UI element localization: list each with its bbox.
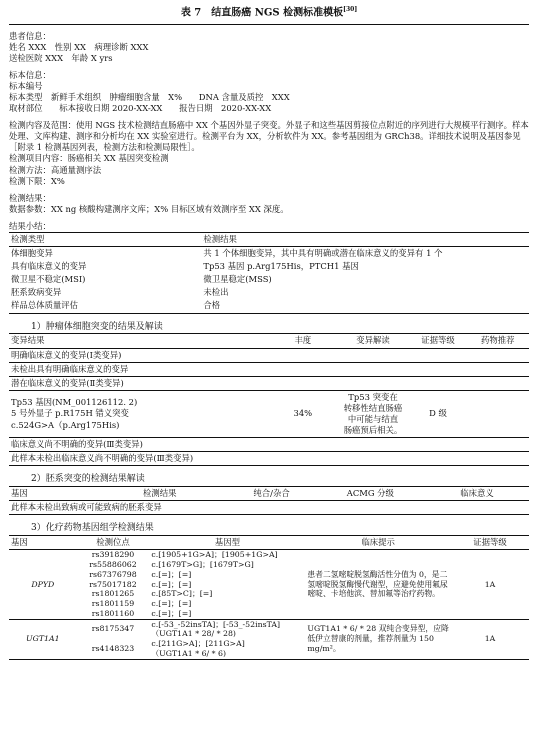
tumor-variant-detail	[9, 390, 269, 437]
genotype-cell: c.[1905+1G>A]；[1905+1G>A]	[151, 550, 278, 560]
tumor-header-drug: 药物推荐	[467, 334, 529, 348]
interpretation-line: 转移性结直肠癌	[343, 402, 403, 413]
specimen-info	[9, 70, 529, 114]
gene-ugt1a1: UGT1A1	[9, 619, 77, 659]
summary-cell: 样品总体质量评估	[9, 299, 201, 313]
table-row	[9, 438, 529, 452]
table-row	[9, 550, 529, 560]
pharmaco-header-site: 检测位点	[77, 536, 150, 550]
patient-heading: 患者信息：	[9, 30, 51, 41]
top-rule	[9, 24, 529, 25]
summary-cell: 具有临床意义的变异	[11, 261, 87, 272]
tumor-evidence: D 级	[409, 390, 466, 437]
site-cell: rs1801160	[77, 609, 150, 619]
interpretation-line: 中可能与结直	[347, 414, 399, 425]
pharmaco-header-genotype: 基因型	[149, 536, 305, 550]
table-row	[9, 501, 529, 515]
pharmaco-header-gene: 基因	[9, 536, 77, 550]
summary-cell: 胚系致病变异	[11, 287, 62, 298]
germline-header-gene: 基因	[9, 487, 92, 501]
genotype-line: c.[-53_-52insTA]；[-53_-52insTA]	[151, 619, 281, 629]
genotype-cell: c.[1679T>G]；[1679T>G]	[151, 560, 254, 570]
site-cell: rs55886062	[89, 560, 137, 570]
tumor-class-3-none: 此样本未检出临床意义尚不明确的变异(Ⅲ类变异)	[9, 452, 529, 466]
genotype-cell	[149, 619, 305, 639]
germline-header-acmg: ACMG 分级	[316, 487, 425, 501]
specimen-heading: 标本信息：	[9, 69, 51, 80]
pharmaco-section-title: 3）化疗药物基因组学检测结果	[31, 523, 154, 534]
summary-header-result: 检测结果	[201, 233, 529, 247]
variant-line: 5 号外显子 p.R175H 错义突变	[11, 408, 129, 419]
summary-cell: 体细胞变异	[11, 248, 53, 259]
table-row	[9, 376, 529, 390]
summary-header-type: 检测类型	[9, 233, 201, 247]
tumor-drug	[467, 390, 529, 437]
pharmaco-header-evidence: 证据等级	[451, 536, 529, 550]
site-cell: rs67376798	[89, 569, 137, 579]
dpyd-clinical: 患者二氢嘧啶脱氢酶活性分值为 0，是二氢嘧啶脱氢酶慢代谢型，应避免使用氟尿嘧啶、卡培他滨、替加氟等治疗药物。	[305, 550, 451, 619]
tumor-header-evidence: 证据等级	[409, 334, 466, 348]
table-row	[9, 452, 529, 466]
site-cell: rs1801265	[91, 589, 135, 599]
summary-cell: 微卫星不稳定(MSI)	[11, 274, 86, 285]
germline-header-zygosity: 纯合/杂合	[227, 487, 315, 501]
scope-item: 检测项目内容：肠癌相关 XX 基因突变检测	[9, 153, 169, 164]
tumor-interpretation	[337, 390, 410, 437]
results-heading: 检测结果：	[9, 192, 51, 203]
table-row	[9, 390, 529, 437]
ugt-evidence: 1A	[451, 619, 529, 659]
table-row	[9, 348, 529, 362]
summary-table	[9, 232, 529, 314]
genotype-cell	[149, 639, 305, 659]
variant-line: c.524G>A（p.Arg175His)	[11, 419, 120, 430]
genotype-cell: c.[=]；[=]	[151, 569, 192, 579]
site-cell: rs4148323	[77, 639, 150, 659]
table-row	[9, 619, 529, 639]
patient-line-1: 姓名 XXX 性别 XX 病理诊断 XXX	[9, 41, 149, 52]
table-row	[9, 247, 529, 261]
germline-header-clinical: 临床意义	[425, 487, 529, 501]
gene-dpyd: DPYD	[9, 550, 77, 619]
specimen-type: 标本类型 新鲜手术组织 肿瘤细胞含量 X% DNA 含量及质控 XXX	[9, 91, 290, 102]
genotype-cell: c.[85T>C]；[=]	[151, 589, 213, 599]
results-data: 数据参数：XX ng 核酸构建测序文库；X% 目标区域有效测序至 XX 深度。	[9, 203, 289, 214]
tumor-section-title: 1）肿瘤体细胞突变的结果及解读	[31, 321, 163, 332]
site-cell: rs8175347	[91, 624, 135, 634]
title-text: 表 7 结直肠癌 NGS 检测标准模板	[180, 7, 344, 19]
dpyd-evidence: 1A	[451, 550, 529, 619]
test-results	[9, 193, 529, 215]
germline-section-title: 2）胚系突变的检测结果解读	[31, 474, 145, 485]
pharmaco-table	[9, 535, 529, 659]
tumor-header-variant: 变异结果	[9, 334, 269, 348]
summary-heading: 结果小结：	[9, 220, 51, 231]
variant-line: Tp53 基因(NM_001126112. 2)	[11, 397, 138, 408]
tumor-variant-table	[9, 333, 529, 466]
specimen-dates: 取材部位 标本接收日期 2020-XX-XX 报告日期 2020-XX-XX	[9, 103, 272, 114]
genotype-line: （UGT1A1 * 6/ * 6)	[151, 648, 227, 658]
summary-cell: 微卫星稳定(MSS)	[203, 274, 272, 285]
tumor-header-interpretation: 变异解读	[337, 334, 410, 348]
scope-text: 检测内容及范围：使用 NGS 技术检测结直肠癌中 XX 个基因外显子突变。外显子和这些基因剪接位点附近的序列进行大规模平行测序。样本处理、文库构建、测序和分析均在 XX 实验室进行。检测平台为 XX，分析软件为 XX。参考基因组为 GRCh38。详细技术说明及基因参见［附录 1 检测基因列表，检测方法和检测局限性］。	[9, 120, 529, 153]
site-cell: rs1801159	[91, 599, 135, 609]
table-row	[9, 362, 529, 376]
genotype-cell: c.[=]；[=]	[149, 609, 305, 619]
patient-line-2: 送检医院 XXX 年龄 X yrs	[9, 52, 113, 63]
tumor-header-abundance: 丰度	[269, 334, 337, 348]
germline-table	[9, 486, 529, 515]
germline-none: 此样本未检出致病或可能致病的胚系变异	[9, 501, 529, 515]
summary-section	[9, 221, 529, 314]
table-row	[9, 273, 529, 286]
table-row	[9, 299, 529, 313]
summary-cell: 合格	[201, 299, 529, 313]
germline-header-result: 检测结果	[92, 487, 227, 501]
site-cell: rs75017182	[89, 579, 137, 589]
table-row	[9, 286, 529, 299]
genotype-line: （UGT1A1 * 28/ * 28)	[151, 629, 236, 639]
genotype-cell: c.[=]；[=]	[151, 599, 192, 609]
interpretation-line: Tp53 突变在	[348, 391, 398, 402]
patient-info	[9, 31, 529, 64]
tumor-class-3: 临床意义尚不明确的变异(Ⅲ类变异)	[9, 438, 529, 452]
title-reference: [30]	[343, 6, 358, 13]
interpretation-line: 肠癌预后相关。	[343, 425, 403, 436]
table-title	[9, 6, 529, 20]
tumor-class-2: 潜在临床意义的变异(Ⅱ类变异)	[9, 376, 529, 390]
summary-cell: 共 1 个体细胞变异，其中具有明确或潜在临床意义的变异有 1 个	[203, 248, 443, 259]
genotype-cell: c.[=]；[=]	[151, 579, 192, 589]
ugt-clinical: UGT1A1 * 6/ * 28 双纯合变异型，应降低伊立替康的剂量，推荐剂量为 150 mg/m²。	[305, 619, 451, 659]
site-cell: rs3918290	[91, 550, 135, 560]
tumor-abundance: 34%	[269, 390, 337, 437]
pharmaco-header-clinical: 临床提示	[305, 536, 451, 550]
summary-cell: 未检出	[203, 287, 229, 298]
table-row	[9, 260, 529, 273]
scope-method: 检测方法：高通量测序法	[9, 164, 102, 175]
tumor-class-1: 明确临床意义的变异(Ⅰ类变异)	[9, 348, 529, 362]
specimen-id: 标本编号	[9, 80, 43, 91]
report-page	[9, 0, 529, 660]
tumor-class-1-none: 未检出具有明确临床意义的变异	[9, 362, 529, 376]
summary-cell: Tp53 基因 p.Arg175His，PTCH1 基因	[203, 261, 359, 272]
genotype-line: c.[211G>A]；[211G>A]	[151, 639, 245, 649]
scope-limit: 检测下限：X%	[9, 175, 65, 186]
test-scope	[9, 120, 529, 187]
